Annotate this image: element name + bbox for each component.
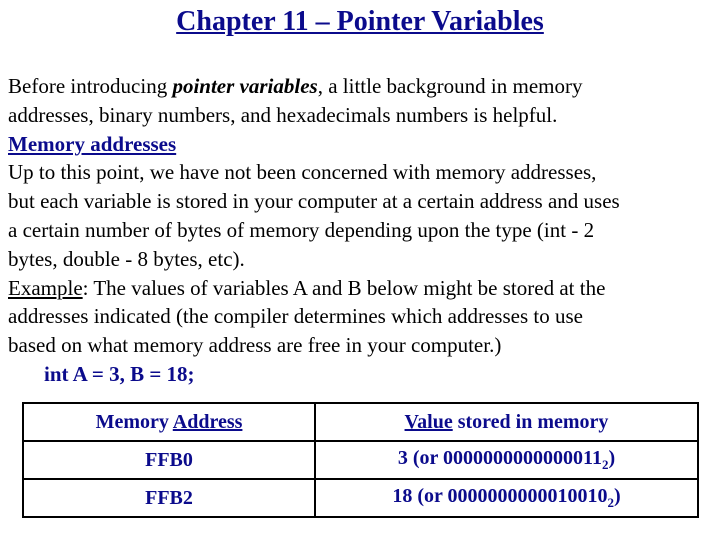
intro-emphasis: pointer variables — [172, 74, 318, 98]
header-col2-suffix: stored in memory — [452, 410, 609, 433]
paragraph-line-1: Up to this point, we have not been concerned with memory addresses, — [8, 160, 597, 185]
table-header-row — [23, 403, 698, 441]
paragraph-line-2: but each variable is stored in your computer at a certain address and uses — [8, 189, 620, 214]
slide-title: Chapter 11 – Pointer Variables — [176, 6, 544, 37]
value-close: ) — [608, 447, 616, 469]
intro-line-2: addresses, binary numbers, and hexadecimals numbers is helpful. — [8, 102, 558, 127]
paragraph-line-3: a certain number of bytes of memory depending upon the type (int - 2 — [8, 217, 595, 242]
value-close: ) — [614, 485, 621, 507]
header-value — [315, 403, 698, 441]
paragraph-line-4: bytes, double - 8 bytes, etc). — [8, 246, 245, 271]
value-text: 18 (or 0000000000010010 — [392, 485, 608, 507]
table-row — [23, 441, 698, 479]
value-base: 2 — [607, 495, 614, 510]
intro-line-1 — [8, 72, 716, 101]
example-line-2: addresses indicated (the compiler determines which addresses to use — [8, 304, 583, 329]
body-text — [8, 72, 716, 389]
address-cell: FFB0 — [23, 441, 315, 479]
code-line: int A = 3, B = 18; — [44, 361, 195, 386]
header-col2-underlined: Value — [404, 410, 453, 433]
value-cell — [315, 479, 698, 517]
value-text: 3 (or 0000000000000011 — [397, 447, 602, 469]
section-heading: Memory addresses — [8, 131, 177, 156]
memory-table — [22, 402, 699, 518]
intro-before: Before introducing — [8, 74, 173, 98]
header-col1-prefix: Memory — [95, 410, 173, 433]
example-after-label: : The values of variables A and B below might be stored at the — [82, 275, 606, 300]
address-cell: FFB2 — [23, 479, 315, 517]
example-line-1 — [8, 274, 716, 303]
value-base: 2 — [601, 457, 609, 472]
example-label: Example — [8, 275, 83, 300]
intro-after: , a little background in memory — [317, 74, 583, 98]
header-memory-address — [23, 403, 315, 441]
value-cell — [315, 441, 698, 479]
example-line-3: based on what memory address are free in your computer.) — [8, 333, 502, 358]
header-col1-underlined: Address — [172, 410, 243, 433]
table-row — [23, 479, 698, 517]
